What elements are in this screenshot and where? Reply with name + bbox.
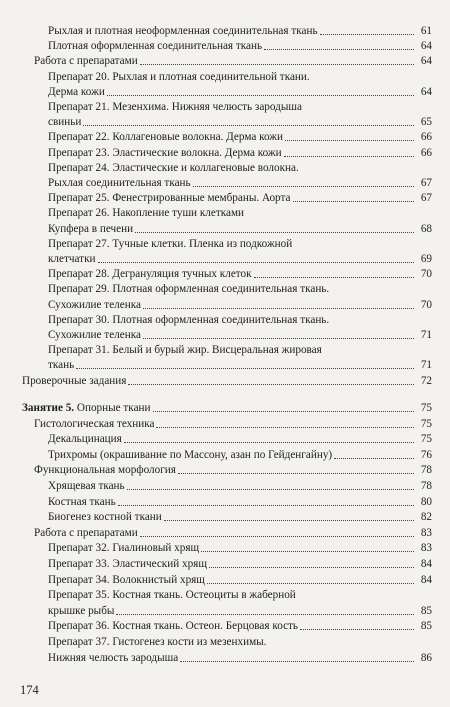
toc-entry-title: Препарат 23. Эластические волокна. Дерма кожи xyxy=(48,146,282,159)
toc-entry xyxy=(48,557,432,571)
dot-leader xyxy=(193,185,414,187)
toc-entry xyxy=(48,191,432,205)
toc-entry xyxy=(48,85,432,99)
toc-entry-page: 83 xyxy=(420,542,432,555)
toc-entry-page: 76 xyxy=(420,448,432,461)
dot-leader xyxy=(209,566,414,568)
toc-entry-page: 72 xyxy=(420,374,432,387)
dot-leader xyxy=(156,426,414,428)
toc-entry-title: Препарат 36. Костная ткань. Остеон. Берцовая кость xyxy=(48,620,299,633)
toc-entry-title: Препарат 26. Накопление туши клетками xyxy=(48,207,245,220)
toc-entry xyxy=(48,146,432,160)
dot-leader xyxy=(140,535,414,537)
lesson-title: Опорные ткани xyxy=(74,402,151,414)
toc-entry-title: Рыхлая соединительная ткань xyxy=(48,177,191,189)
toc-entry-page: 68 xyxy=(420,222,432,235)
dot-leader xyxy=(135,231,414,233)
toc-entry xyxy=(48,161,432,175)
dot-leader xyxy=(116,613,414,615)
toc-entry-page: 84 xyxy=(420,558,432,570)
toc-entry-title: Препарат 30. Плотная оформленная соединительная ткань. xyxy=(48,313,330,326)
toc-entry-page: 66 xyxy=(420,131,432,144)
dot-leader xyxy=(153,410,414,412)
dot-leader xyxy=(124,441,414,443)
toc-entry-page: 85 xyxy=(420,620,432,633)
toc-entry-title: Хрящевая ткань xyxy=(48,480,125,492)
toc-entry-title: Декальцинация xyxy=(48,433,122,446)
toc-entry xyxy=(48,176,432,190)
toc-entry xyxy=(48,237,432,251)
dot-leader xyxy=(107,94,414,96)
toc-entry-title: Нижняя челюсть зародыша xyxy=(48,651,179,664)
dot-leader xyxy=(143,307,414,309)
toc-entry-title: Препарат 33. Эластический хрящ xyxy=(48,558,207,570)
toc-entry-page: 75 xyxy=(420,417,432,430)
toc-entry-title: Препарат 35. Костная ткань. Остеоциты в жаберной xyxy=(48,589,296,602)
toc-entry-title: крышке рыбы xyxy=(48,604,115,617)
dot-leader xyxy=(178,472,414,474)
toc-entry xyxy=(48,70,432,84)
dot-leader xyxy=(201,550,414,552)
toc-entry-page: 71 xyxy=(420,359,432,372)
toc-entry-title xyxy=(22,401,151,415)
toc-entry-title: Препарат 29. Плотная оформленная соединительная ткань. xyxy=(48,283,330,296)
toc-entry-page: 65 xyxy=(420,116,432,129)
toc-entry-title: Препарат 28. Дегрануляция тучных клеток xyxy=(48,268,252,281)
toc-entry xyxy=(34,417,432,431)
dot-leader xyxy=(207,582,414,584)
toc-entry-title: Работа с препаратами xyxy=(34,526,138,539)
toc-entry-page: 61 xyxy=(420,25,432,37)
toc-entry xyxy=(48,510,432,524)
toc-entry xyxy=(48,206,432,220)
toc-entry xyxy=(48,298,432,312)
toc-entry xyxy=(48,267,432,281)
toc-entry-page: 82 xyxy=(420,511,432,524)
toc-entry-title: Сухожилие теленка xyxy=(48,298,141,311)
dot-leader xyxy=(98,261,415,263)
dot-leader xyxy=(164,519,414,521)
toc-entry-title: Препарат 24. Эластические и коллагеновые волокна. xyxy=(48,161,299,174)
toc-entry xyxy=(48,495,432,509)
toc-entry-page: 78 xyxy=(420,464,432,477)
toc-entry xyxy=(48,358,432,372)
dot-leader xyxy=(76,367,414,369)
toc-entry-title: Работа с препаратами xyxy=(34,55,138,68)
dot-leader xyxy=(293,200,415,202)
dot-leader xyxy=(320,33,414,35)
toc-entry-page: 69 xyxy=(420,253,432,265)
toc-entry-page: 71 xyxy=(420,329,432,341)
dot-leader xyxy=(300,628,414,630)
toc-entry-page: 80 xyxy=(420,495,432,508)
toc-entry-page: 86 xyxy=(420,651,432,664)
dot-leader xyxy=(140,63,414,65)
toc-entry xyxy=(48,432,432,446)
dot-leader xyxy=(264,48,414,50)
toc-entry xyxy=(48,588,432,602)
dot-leader xyxy=(334,457,414,459)
toc-entry xyxy=(48,39,432,53)
toc-entry-title: Проверочные задания xyxy=(22,374,127,387)
lesson-label: Занятие 5. xyxy=(22,402,75,414)
toc-entry-title: Костная ткань xyxy=(48,495,116,508)
toc-entry-title: Биогенез костной ткани xyxy=(48,511,162,524)
toc-entry-page: 84 xyxy=(420,573,432,586)
toc-entry xyxy=(48,222,432,236)
toc-entry-page: 64 xyxy=(420,85,432,98)
toc-entry xyxy=(48,252,432,266)
toc-entry xyxy=(48,115,432,129)
toc-entry xyxy=(48,541,432,555)
toc-entry-title: Гистологическая техника xyxy=(34,417,155,430)
toc-entry-title: Плотная оформленная соединительная ткань xyxy=(48,40,263,53)
toc-entry xyxy=(48,328,432,342)
toc-entry xyxy=(22,401,432,415)
dot-leader xyxy=(118,504,414,506)
dot-leader xyxy=(180,660,414,662)
toc-entry xyxy=(48,100,432,114)
toc-entry xyxy=(48,313,432,327)
toc-entry xyxy=(48,282,432,296)
toc-entry-page: 78 xyxy=(420,480,432,492)
toc-entry xyxy=(48,573,432,587)
toc-entry-title: Препарат 21. Мезенхима. Нижняя челюсть зародыша xyxy=(48,101,302,113)
toc-entry-title: Препарат 34. Волокнистый хрящ xyxy=(48,573,205,586)
toc-entry xyxy=(48,651,432,665)
toc-entry-page: 70 xyxy=(420,268,432,281)
toc-entry xyxy=(48,635,432,649)
toc-entry xyxy=(48,479,432,493)
toc-entry-title: Препарат 22. Коллагеновые волокна. Дерма кожи xyxy=(48,131,283,144)
toc-entry-title: Препарат 25. Фенестрированные мембраны. Аорта xyxy=(48,192,291,205)
toc-entry-title: Препарат 37. Гистогенез кости из мезенхимы. xyxy=(48,636,267,648)
dot-leader xyxy=(128,383,414,385)
dot-leader xyxy=(285,139,414,141)
toc-entry xyxy=(48,619,432,633)
dot-leader xyxy=(284,155,414,157)
toc-entry-title: Препарат 27. Тучные клетки. Пленка из подкожной xyxy=(48,237,293,250)
toc-entry-page: 64 xyxy=(420,40,432,53)
dot-leader xyxy=(143,337,414,339)
toc-entry xyxy=(22,374,432,388)
toc-entry-page: 85 xyxy=(420,604,432,617)
toc-entry-title: Препарат 32. Гиалиновый хрящ xyxy=(48,542,200,555)
toc-entry-title: Препарат 20. Рыхлая и плотная соединительной ткани. xyxy=(48,70,310,83)
toc-entry xyxy=(48,343,432,357)
toc-entry-title: Трихромы (окрашивание по Массону, азан по Гейденгайну) xyxy=(48,448,333,461)
toc-entry xyxy=(34,463,432,477)
toc-entry-title: Препарат 31. Белый и бурый жир. Висцеральная жировая xyxy=(48,344,322,357)
toc-entry-title: Сухожилие теленка xyxy=(48,329,141,341)
toc-entry-title: Купфера в печени xyxy=(48,222,134,235)
toc-entry xyxy=(48,24,432,38)
toc-entry-page: 64 xyxy=(420,55,432,68)
toc-entry-title: Функциональная морфология xyxy=(34,464,176,477)
toc-entry-title: свиньи xyxy=(48,116,82,129)
toc-entry-page: 75 xyxy=(420,402,432,414)
toc-entry-page: 83 xyxy=(420,526,432,539)
toc-entry-page: 67 xyxy=(420,192,432,205)
toc-entry xyxy=(34,526,432,540)
toc-entry-page: 66 xyxy=(420,146,432,159)
toc-entry xyxy=(48,604,432,618)
toc-entry-page: 75 xyxy=(420,433,432,446)
toc-entry-page: 67 xyxy=(420,177,432,189)
toc-entry-page: 70 xyxy=(420,298,432,311)
toc-entry-title: ткань xyxy=(48,359,75,372)
toc-entry xyxy=(48,130,432,144)
toc-entry-title: Дерма кожи xyxy=(48,85,105,98)
dot-leader xyxy=(83,124,414,126)
toc-entry xyxy=(48,448,432,462)
dot-leader xyxy=(127,488,414,490)
toc-entry-title: клетчатки xyxy=(48,253,96,265)
page-number: 174 xyxy=(20,683,39,697)
toc-entry xyxy=(34,54,432,68)
dot-leader xyxy=(254,276,414,278)
toc-entry-title: Рыхлая и плотная неоформленная соединительная ткань xyxy=(48,25,318,37)
